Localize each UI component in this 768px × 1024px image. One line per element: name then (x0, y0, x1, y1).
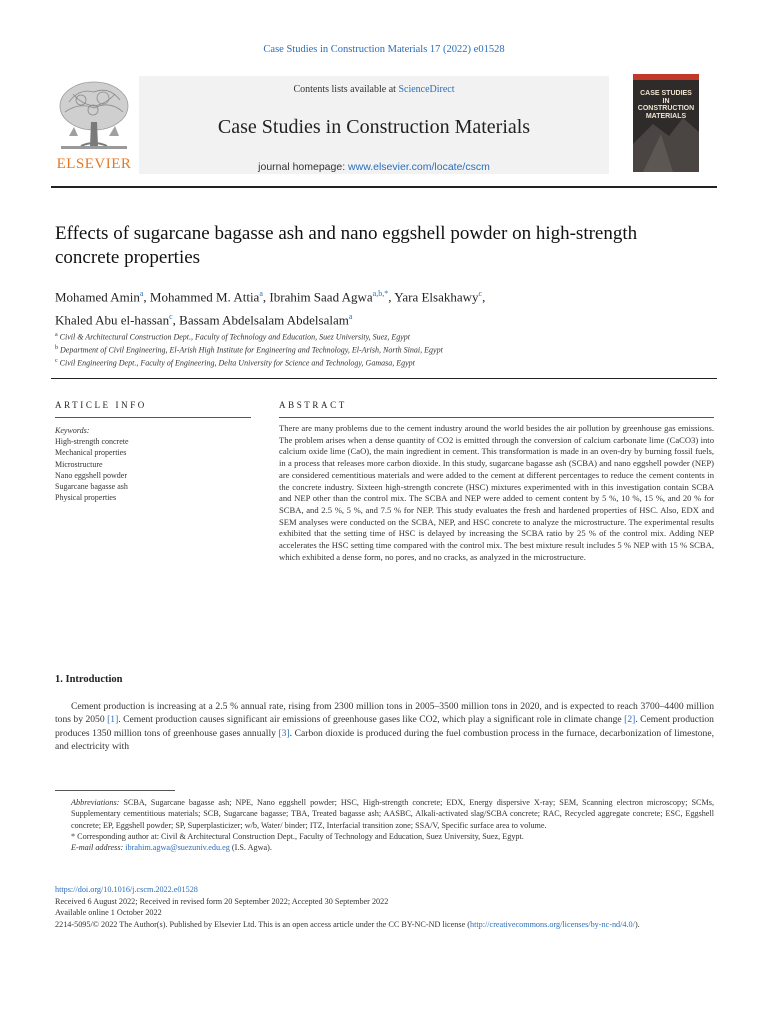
author-name[interactable]: Ibrahim Saad Agwa (269, 289, 373, 305)
affiliation-text: Department of Civil Engineering, El-Arish High Institute for Engineering and Technology, El-Arish, North Sinai, Egypt (60, 345, 443, 355)
author-affil-sup[interactable]: a,b,* (372, 289, 389, 298)
affiliation-text: Civil Engineering Dept., Faculty of Engineering, Delta University for Science and Technology, Gamasa, Egypt (59, 358, 415, 368)
affiliation-item (55, 356, 675, 369)
citation-link[interactable]: [3] (278, 727, 290, 739)
journal-cover-image[interactable] (633, 74, 699, 172)
author-list: Mohamed Amin$^a$, Mohammed M. Attia$^a$, Ibrahim Saad Agwa$^{a,b,*}$, Yara Elsakhawy$^c$, Khaled Abu el-hassan$^c$, Bassam Abdelsalam Abdelsalam$^a$ (55, 289, 486, 328)
keywords-label: Keywords: (55, 426, 90, 435)
article-info-heading: ARTICLE INFO (55, 400, 147, 410)
license-link[interactable]: http://creativecommons.org/licenses/by-nc-nd/4.0/ (470, 919, 635, 929)
affiliation-item (55, 343, 675, 356)
keyword-item: Physical properties (55, 493, 117, 503)
keyword-item: Sugarcane bagasse ash (55, 482, 128, 492)
author-name[interactable]: Yara Elsakhawy (394, 289, 479, 305)
section-heading-introduction: 1. Introduction (55, 674, 123, 685)
journal-reference[interactable]: Case Studies in Construction Materials 17 (2022) e01528 (263, 44, 505, 55)
abbreviations-footnote (55, 797, 714, 831)
license-text: 2214-5095/© 2022 The Author(s). Published by Elsevier Ltd. This is an open access article under the CC BY-NC-ND license ( (55, 919, 470, 929)
available-online: Available online 1 October 2022 (55, 908, 162, 917)
author-name[interactable]: Bassam Abdelsalam Abdelsalam (179, 312, 349, 328)
affiliation-sup: b (55, 345, 58, 352)
author-affil-sup[interactable]: a (348, 312, 353, 322)
email-label: E-mail address: (71, 843, 124, 853)
article-title: Effects of sugarcane bagasse ash and nano eggshell powder on high-strength concrete properties (55, 223, 638, 268)
keyword-item: Nano eggshell powder (55, 470, 127, 480)
abstract-rule (279, 417, 714, 418)
abbreviations-label: Abbreviations: (71, 798, 120, 807)
corresponding-author-note: * Corresponding author at: Civil & Architectural Construction Dept., Faculty of Technology and Education, Suez University, Suez, Egypt. (71, 831, 524, 841)
journal-banner (139, 76, 609, 174)
abstract-heading: ABSTRACT (279, 400, 347, 410)
author-name[interactable]: Mohammed M. Attia (149, 289, 260, 305)
affiliation-list (55, 330, 675, 369)
author-name[interactable]: Mohamed Amin (55, 289, 140, 305)
footnote-rule (55, 790, 175, 791)
intro-text-part: . Cement production produces 1350 million tons of greenhouse gases annually (55, 714, 714, 739)
license-line (55, 919, 714, 931)
citation-link[interactable]: [2] (624, 714, 636, 726)
abstract-text: There are many problems due to the cement industry around the world besides the air pollution by greenhouse gas emissions. The problem arises when a dense quantity of CO2 is emitted through the conversion of calcium carbonate lime (CaCO3) into calcium oxide lime (CaO), the main ingredient in cement. This transformation is made in an oven-dry by burning fossil fuels, in a process that releases more carbon dioxide. In this study, sugarcane bagasse ash (SCBA) and nano eggshell powder (NEP) are considered cementitious materials and were added to the cement at different percentages to reduce the cement contents in the concrete industry. Sixteen high-strength concrete (HSC) mixtures experimented with in this investigation contain SCBA and NEP other than the control mix. The SCBA and NEP were added to cement content by 5 %, 10 %, 15 %, and 20 % for SCBA, and 2.5 %, 5 %, and 7.5 % for NEP. This study evaluates the fresh and hardened properties of HSC. Also, EDX and SEM analyses were conducted on the SCBA, NEP, and HSC concrete to analyze the microstructure. The experimental results exhibited that the setting time of HSC is delayed by increasing the SCBA ratio by 25 % of the control mix. Adding NEP accelerates the HSC setting time compared with the control mix. The best mixture result includes 5 % NEP with 15 % SCBA, which exhibited a dense form, no pores, and no cracks, as analyzed in the microstructure. (279, 423, 714, 562)
header-divider (51, 186, 717, 188)
email-suffix: (I.S. Agwa). (229, 843, 272, 853)
abbreviations-text: SCBA, Sugarcane bagasse ash; NPE, Nano eggshell powder; HSC, High-strength concrete; EDX, Energy dispersive X-ray; SEM, Scanning electron microscopy; SCMs, Supplementary cementitious materials; SCB, Sugarcane bagasse; TBA, Treated bagasse ash; AASBC, Alkali-activated slag/SCBA concrete; RAC, Recycled aggregate concrete; ESC, Eggshell concrete; EP, Eggshell powder; SP, Superplasticizer; w/b, Water/ binder; ITZ, Interfacial transition zone; SSA/V, Specific surface area to volume. (71, 798, 714, 830)
intro-text-part: . Cement production causes significant air emissions of greenhouse gases like CO2, which play a significant role in climate change (118, 714, 625, 726)
contents-prefix: Contents lists available at (293, 84, 399, 95)
citation-link[interactable]: [1] (107, 714, 119, 726)
affiliation-text: Civil & Architectural Construction Dept., Faculty of Technology and Education, Suez University, Suez, Egypt (59, 332, 410, 342)
author-name[interactable]: Khaled Abu el-hassan (55, 312, 170, 328)
doi-link[interactable]: https://doi.org/10.1016/j.cscm.2022.e01528 (55, 885, 198, 894)
keyword-item: Microstructure (55, 459, 103, 469)
article-info-rule (55, 417, 251, 418)
received-dates: Received 6 August 2022; Received in revised form 20 September 2022; Accepted 30 September 2022 (55, 896, 389, 906)
introduction-paragraph (55, 700, 714, 753)
keywords-block (55, 425, 251, 503)
keyword-item: Mechanical properties (55, 448, 127, 458)
footnotes (55, 797, 714, 853)
affiliation-sup: c (55, 358, 58, 365)
author-affil-sup[interactable]: c (478, 289, 483, 298)
intro-text-part: Cement production is increasing at a 2.5 % annual rate, rising from 2300 million tons in 2005–3500 million tons in 2020, and is expected to reach 3700–4400 million tons by 2050 (55, 701, 714, 726)
contents-line (139, 84, 609, 95)
section-divider (51, 378, 717, 379)
author-affil-sup[interactable]: a (259, 289, 263, 298)
email-link[interactable]: ibrahim.agwa@suezuniv.edu.eg (125, 843, 230, 853)
affiliation-sup: a (55, 332, 58, 338)
homepage-line (139, 161, 609, 173)
sciencedirect-link[interactable]: ScienceDirect (398, 84, 455, 95)
journal-header (51, 72, 717, 180)
keyword-item: High-strength concrete (55, 437, 129, 447)
author-affil-sup[interactable]: c (169, 312, 173, 322)
intro-text-part: . Carbon dioxide is produced during the fuel combustion process in the furnace, decarbonization of limestone, and electricity with (55, 727, 714, 752)
email-footnote (55, 842, 714, 853)
license-end: ). (634, 919, 640, 929)
affiliation-item (55, 330, 675, 343)
homepage-link[interactable]: www.elsevier.com/locate/cscm (348, 161, 490, 173)
homepage-prefix: journal homepage: (258, 161, 349, 173)
cover-title: CASE STUDIES IN CONSTRUCTION MATERIALS (637, 90, 695, 120)
journal-title: Case Studies in Construction Materials (217, 116, 531, 138)
publication-info (55, 884, 714, 930)
author-affil-sup[interactable]: a (139, 289, 144, 298)
elsevier-logo-text: ELSEVIER (56, 156, 132, 172)
